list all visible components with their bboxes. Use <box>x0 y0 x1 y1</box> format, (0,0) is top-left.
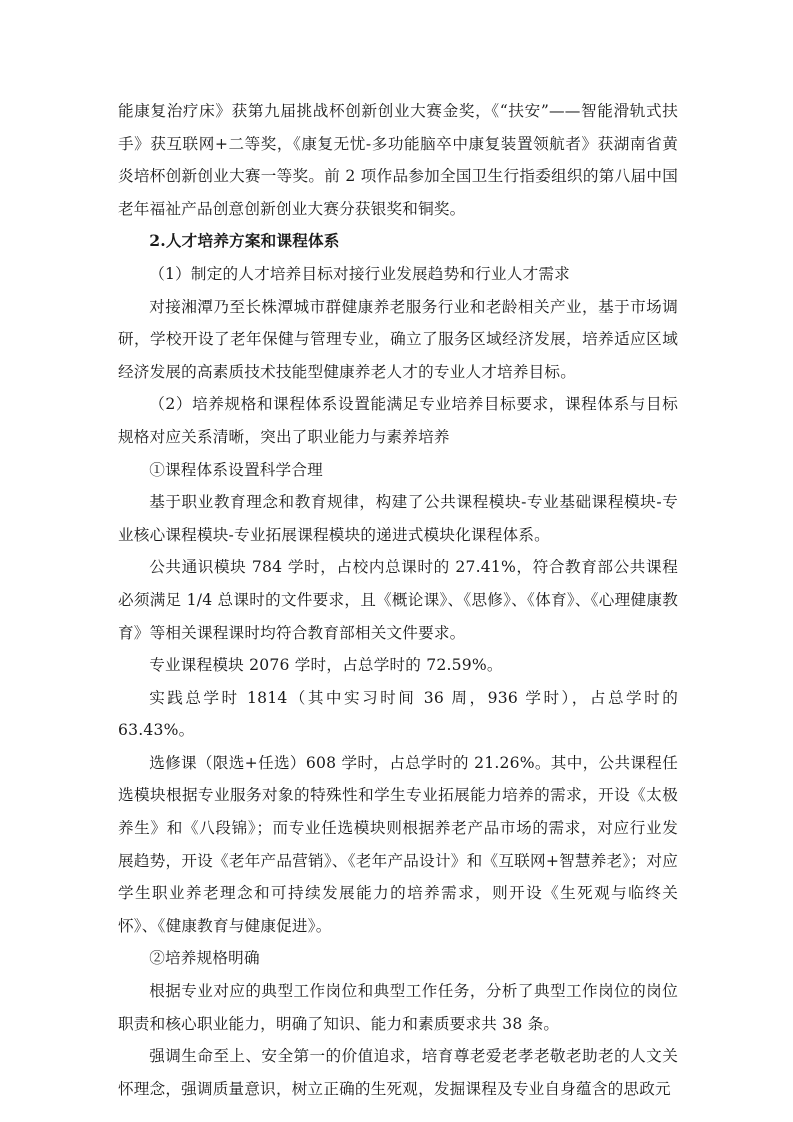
paragraph-training-goal: 对接湘潭乃至长株潭城市群健康养老服务行业和老龄相关产业，基于市场调研，学校开设了老年保健与管理专业，确立了服务区域经济发展，培养适应区域经济发展的高素质技术技能型健康养老人才的专业人才培养目标。 <box>118 297 678 381</box>
paragraph-professional-module: 专业课程模块 2076 学时，占总学时的 72.59%。 <box>149 656 503 675</box>
paragraph-general-module: 公共通识模块 784 学时，占校内总课时的 27.41%，符合教育部公共课程必须满足 1/4 总课时的文件要求，且《概论课》、《思修》、《体育》、《心理健康教育》等相关课程课时均符合教育部相关文件要求。 <box>118 558 678 642</box>
item-course-system: ①课程体系设置科学合理 <box>149 460 323 479</box>
paragraph-job-analysis: 根据专业对应的典型工作岗位和典型工作任务，分析了典型工作岗位的岗位职责和核心职业能力，明确了知识、能力和素质要求共 38 条。 <box>118 982 678 1033</box>
subheading-specification: （2）培养规格和课程体系设置能满足专业培养目标要求，课程体系与目标规格对应关系清晰，突出了职业能力与素养培养 <box>118 395 678 446</box>
paragraph-practice-hours: 实践总学时 1814（其中实习时间 36 周，936 学时），占总学时的 63.43%。 <box>118 688 678 740</box>
document-body <box>118 95 678 1105</box>
paragraph-course-modules: 基于职业教育理念和教育规律，构建了公共课程模块-专业基础课程模块-专业核心课程模块-专业拓展课程模块的递进式模块化课程体系。 <box>118 493 678 544</box>
subheading-training-goal: （1）制定的人才培养目标对接行业发展趋势和行业人才需求 <box>149 264 570 283</box>
item-specification-clear: ②培养规格明确 <box>149 949 260 968</box>
paragraph-award-continuation: 能康复治疗床》获第九届挑战杯创新创业大赛金奖，《“扶安”——智能滑轨式扶手》获互联网+二等奖，《康复无忧-多功能脑卒中康复装置领航者》获湖南省黄炎培杯创新创业大赛一等奖。前 2 项作品参加全国卫生行指委组织的第八届中国老年福祉产品创意创新创业大赛分获银奖和铜奖。 <box>118 102 678 218</box>
paragraph-values: 强调生命至上、安全第一的价值追求，培育尊老爱老孝老敬老助老的人文关怀理念，强调质量意识，树立正确的生死观，发掘课程及专业自身蕴含的思政元 <box>118 1047 678 1098</box>
paragraph-elective-courses: 选修课（限选+任选）608 学时，占总学时的 21.26%。其中，公共课程任选模块根据专业服务对象的特殊性和学生专业拓展能力培养的需求，开设《太极养生》和《八段锦》；而专业任选模块则根据养老产品市场的需求，对应行业发展趋势，开设《老年产品营销》、《老年产品设计》和《互联网+智慧养老》；对应学生职业养老理念和可持续发展能力的培养需求，则开设《生死观与临终关怀》、《健康教育与健康促进》。 <box>118 753 678 935</box>
section-heading-training-plan: 2.人才培养方案和课程体系 <box>149 231 340 251</box>
